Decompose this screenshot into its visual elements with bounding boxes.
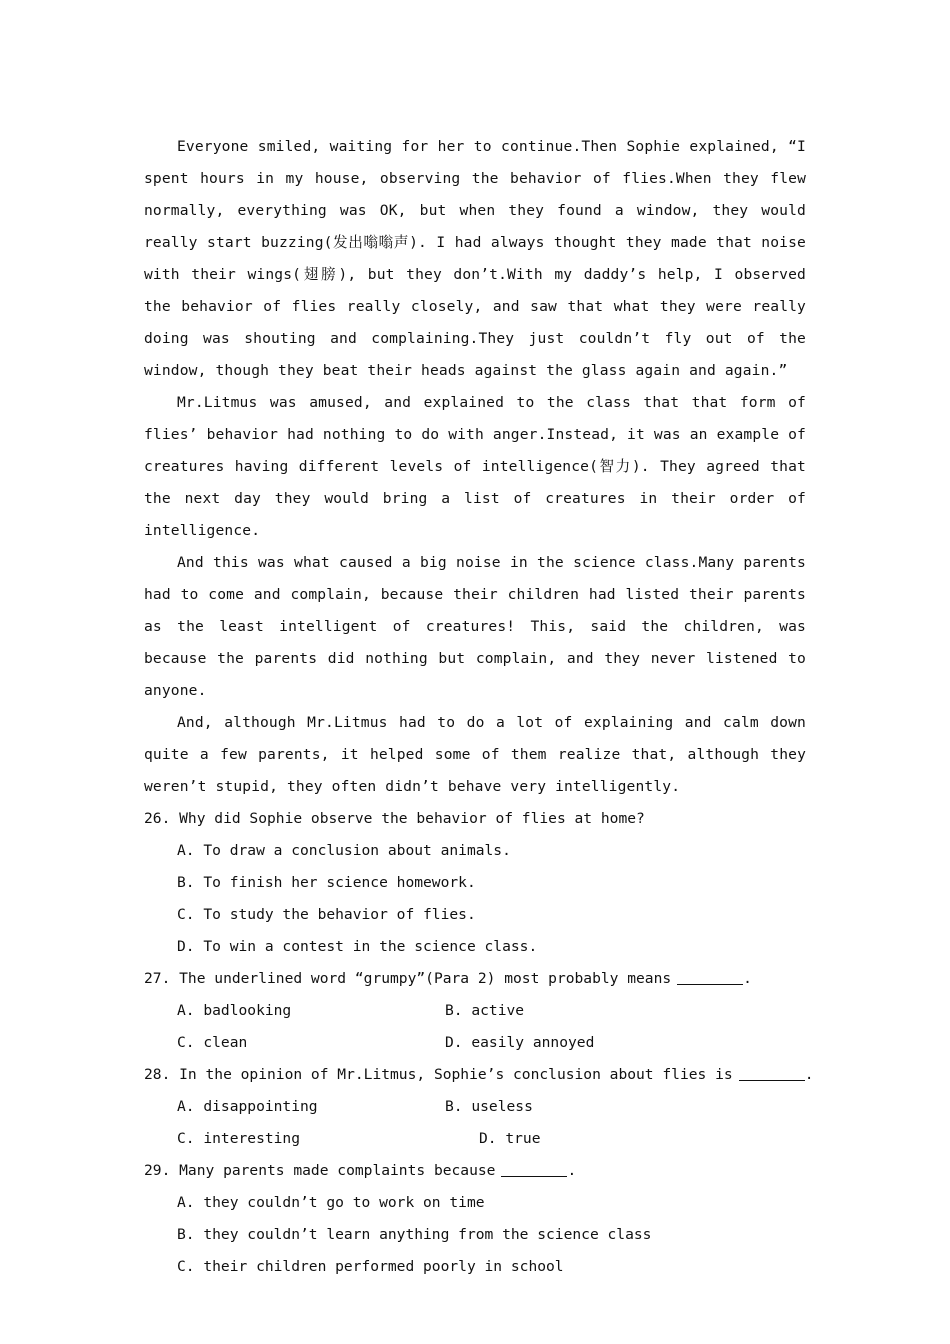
question-28-stem-end: . xyxy=(804,1066,814,1083)
answer-blank xyxy=(677,969,743,985)
question-29 xyxy=(144,1155,806,1283)
passage-paragraph-3: And this was what caused a big noise in the science class.Many parents had to come and complain, because their children had listed their parents as the least intelligent of creatures! This, said the children, was because the parents did nothing but complain, and they never listened to anyone. xyxy=(144,554,806,699)
answer-blank xyxy=(501,1161,567,1177)
question-28-options-row-1 xyxy=(144,1091,806,1123)
question-28-option-b[interactable]: B. useless xyxy=(445,1098,533,1115)
question-27-options-row-2 xyxy=(144,1027,806,1059)
answer-blank xyxy=(739,1065,805,1081)
question-27-stem-end: . xyxy=(743,970,752,987)
question-27 xyxy=(144,963,806,1059)
question-29-option-a[interactable]: A. they couldn’t go to work on time xyxy=(177,1194,485,1211)
question-28 xyxy=(144,1059,814,1155)
question-28-option-a[interactable]: A. disappointing xyxy=(177,1098,318,1115)
question-26 xyxy=(144,803,806,963)
question-29-stem-end: . xyxy=(567,1162,577,1179)
question-26-option-a[interactable]: A. To draw a conclusion about animals. xyxy=(177,842,511,859)
question-27-options-row-1 xyxy=(144,995,806,1027)
question-26-option-d[interactable]: D. To win a contest in the science class. xyxy=(177,938,538,955)
question-29-option-b[interactable]: B. they couldn’t learn anything from the science class xyxy=(177,1226,652,1243)
question-27-option-b[interactable]: B. active xyxy=(445,1002,525,1019)
question-29-option-c[interactable]: C. their children performed poorly in school xyxy=(177,1258,564,1275)
question-28-stem-line xyxy=(144,1059,814,1091)
question-27-option-a[interactable]: A. badlooking xyxy=(177,1002,292,1019)
question-26-options xyxy=(144,835,806,963)
question-27-option-d[interactable]: D. easily annoyed xyxy=(445,1034,595,1051)
passage-paragraph-4: And, although Mr.Litmus had to do a lot of explaining and calm down quite a few parents, it helped some of them realize that, although they weren’t stupid, they often didn’t behave very intelligently. xyxy=(144,714,806,795)
question-27-stem-line xyxy=(144,963,806,995)
question-29-stem: 29. Many parents made complaints because xyxy=(144,1162,496,1179)
question-26-option-c[interactable]: C. To study the behavior of flies. xyxy=(177,906,476,923)
passage-paragraph-2: Mr.Litmus was amused, and explained to the class that that form of flies’ behavior had nothing to do with anger.Instead, it was an example of creatures having different levels of intelligence(智力). They agreed that the next day they would bring a list of creatures in their order of intelligence. xyxy=(144,394,806,539)
question-26-stem: 26. Why did Sophie observe the behavior of flies at home? xyxy=(144,810,645,827)
passage-paragraph-1: Everyone smiled, waiting for her to continue.Then Sophie explained, “I spent hours in my house, observing the behavior of flies.When they flew normally, everything was OK, but when they found a window, they would really start buzzing(发出嗡嗡声). I had always thought they made that noise with their wings(翅膀), but they don’t.With my daddy’s help, I observed the behavior of flies really closely, and saw that what they were really doing was shouting and complaining.They just couldn’t fly out of the window, though they beat their heads against the glass again and again.” xyxy=(144,138,806,379)
question-28-options-row-2 xyxy=(144,1123,806,1155)
question-28-option-c[interactable]: C. interesting xyxy=(177,1130,301,1147)
document-page xyxy=(144,131,814,1283)
question-29-options xyxy=(144,1187,806,1283)
question-27-option-c[interactable]: C. clean xyxy=(177,1034,248,1051)
question-27-stem: 27. The underlined word “grumpy”(Para 2) most probably means xyxy=(144,970,672,987)
question-26-option-b[interactable]: B. To finish her science homework. xyxy=(177,874,476,891)
question-28-stem: 28. In the opinion of Mr.Litmus, Sophie’s conclusion about flies is xyxy=(144,1066,733,1083)
question-28-option-d[interactable]: D. true xyxy=(479,1130,541,1147)
question-29-stem-line xyxy=(144,1155,806,1187)
